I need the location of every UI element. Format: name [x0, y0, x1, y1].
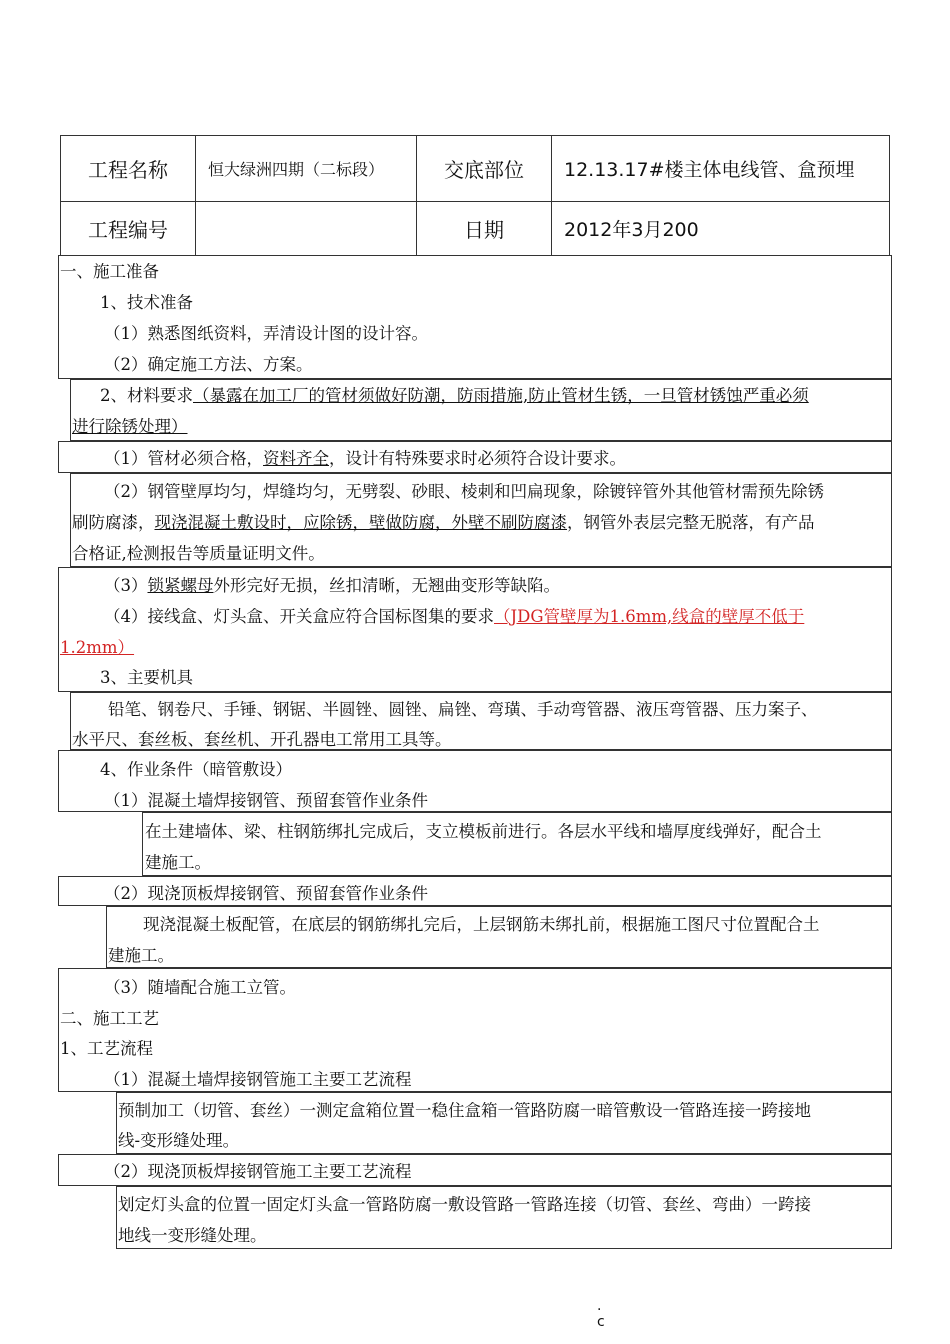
material-4: （4）接线盒、灯头盒、开关盒应符合国标图集的要求（JDG管壁厚为1.6mm,线盒的壁厚不低于: [104, 607, 805, 626]
cond-1-l1: 在土建墙体、梁、柱钢筋绑扎完成后，支立模板前进行。各层水平线和墙厚度线弹好，配合土: [145, 822, 822, 841]
tech-prep-1: （1）熟悉图纸资料，弄清设计图的设计容。: [104, 324, 428, 343]
cond-1-l2: 建施工。: [145, 853, 211, 872]
section-2-heading: 二、施工工艺: [60, 1009, 159, 1028]
project-name: 恒大绿洲四期（二标段）: [196, 136, 417, 202]
flow-2-heading: （2）现浇顶板焊接钢管施工主要工艺流程: [104, 1162, 412, 1181]
material-1: （1）管材必须合格，资料齐全，设计有特殊要求时必须符合设计要求。: [104, 449, 626, 468]
cond-2-heading: （2）现浇顶板焊接钢管、预留套管作业条件: [104, 884, 428, 903]
cond-3: （3）随墙配合施工立管。: [104, 978, 296, 997]
project-name-label: 工程名称: [61, 136, 196, 202]
flow-1-heading: （1）混凝土墙焊接钢管施工主要工艺流程: [104, 1070, 412, 1089]
flow-heading: 1、工艺流程: [60, 1039, 153, 1058]
material-heading-cont: 进行除锈处理）: [72, 417, 188, 436]
material-2-l1: （2）钢管壁厚均匀，焊缝均匀，无劈裂、砂眼、棱刺和凹扁现象，除镀锌管外其他管材需预先除锈: [104, 482, 824, 501]
conditions-heading: 4、作业条件（暗管敷设）: [100, 760, 292, 779]
project-no: [196, 202, 417, 256]
date-label: 日期: [417, 202, 552, 256]
flow-2-l2: 地线一变形缝处理。: [118, 1226, 267, 1245]
footer-letter: c: [597, 1314, 605, 1330]
material-3: （3）锁紧螺母外形完好无损，丝扣清晰，无翘曲变形等缺陷。: [104, 576, 560, 595]
project-no-label: 工程编号: [61, 202, 196, 256]
flow-2-l1: 划定灯头盒的位置一固定灯头盒一管路防腐一敷设管路一管路连接（切管、套丝、弯曲）一跨接: [118, 1195, 811, 1214]
date: 2012年3月200: [552, 202, 890, 256]
part-label: 交底部位: [417, 136, 552, 202]
flow-1-l1: 预制加工（切管、套丝）一测定盒箱位置一稳住盒箱一管路防腐一暗管敷设一管路连接一跨接地: [118, 1101, 811, 1120]
tech-prep-heading: 1、技术准备: [100, 293, 193, 312]
part: 12.13.17#楼主体电线管、盒预埋: [552, 136, 890, 202]
material-2-l3: 合格证,检测报告等质量证明文件。: [72, 544, 325, 563]
tools-l2: 水平尺、套丝板、套丝机、开孔器电工常用工具等。: [72, 730, 452, 749]
section-1-heading: 一、施工准备: [60, 262, 159, 281]
flow-1-l2: 线-变形缝处理。: [118, 1131, 240, 1150]
material-2-l2: 刷防腐漆，现浇混凝土敷设时，应除锈，壁做防腐，外壁不刷防腐漆，钢管外表层完整无脱落，有产品: [72, 513, 815, 532]
tools-l1: 铅笔、钢卷尺、手锤、钢锯、半圆锉、圆锉、扁锉、弯璜、手动弯管器、液压弯管器、压力案子、: [108, 700, 818, 719]
material-heading: 2、材料要求（暴露在加工厂的管材须做好防潮，防雨措施,防止管材生锈，一旦管材锈蚀严重必须: [100, 386, 809, 405]
cond-2-l2: 建施工。: [108, 946, 174, 965]
material-4-cont: 1.2mm）: [60, 638, 135, 657]
cond-1-heading: （1）混凝土墙焊接钢管、预留套管作业条件: [104, 791, 428, 810]
tools-heading: 3、主要机具: [100, 668, 193, 687]
cond-2-l1: 现浇混凝土板配管，在底层的钢筋绑扎完后，上层钢筋未绑扎前，根据施工图尺寸位置配合土: [143, 915, 820, 934]
header-table: [60, 135, 890, 256]
footer-dot: .: [597, 1298, 602, 1314]
tech-prep-2: （2）确定施工方法、方案。: [104, 355, 313, 374]
